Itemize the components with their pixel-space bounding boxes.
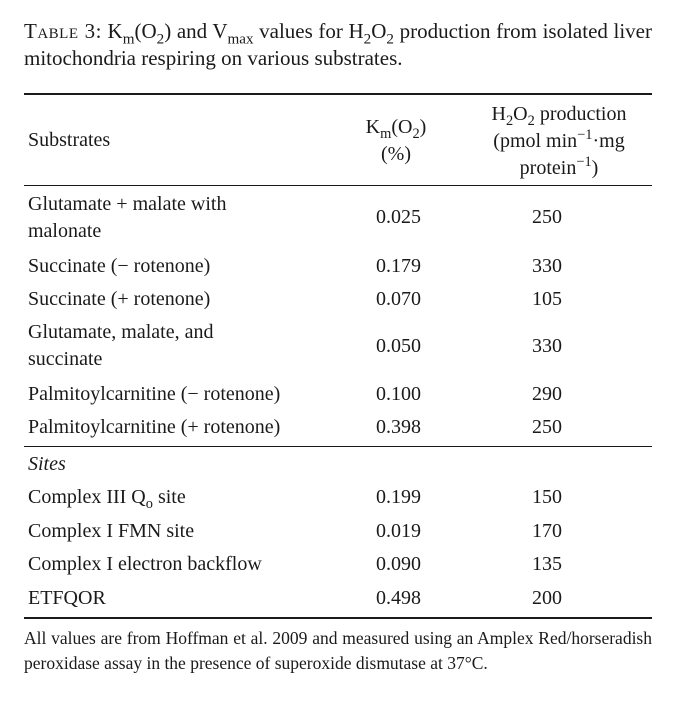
header-h2-h: H bbox=[491, 103, 506, 125]
table-caption bbox=[24, 18, 652, 72]
site-h2o2: 150 bbox=[532, 486, 562, 508]
site-h2o2: 170 bbox=[532, 520, 562, 542]
row-substrate: Succinate (− rotenone) bbox=[28, 255, 211, 277]
header-km-k: K bbox=[365, 116, 381, 138]
caption-o2: (O bbox=[134, 19, 157, 43]
row-h2o2: 330 bbox=[532, 255, 562, 277]
site-km: 0.090 bbox=[376, 553, 421, 575]
header-km-o: (O bbox=[391, 116, 413, 138]
row-h2o2: 290 bbox=[532, 383, 562, 405]
row-substrate: Glutamate + malate with bbox=[28, 193, 227, 215]
row-km: 0.398 bbox=[376, 416, 421, 438]
row-km: 0.070 bbox=[376, 288, 421, 310]
table-bottom-rule bbox=[24, 617, 652, 619]
header-km-m: m bbox=[380, 126, 392, 143]
caption-o-sub: 2 bbox=[386, 31, 394, 48]
site-h2o2: 200 bbox=[532, 587, 562, 609]
header-km-close: ) bbox=[419, 116, 427, 138]
header-h2-2a: 2 bbox=[505, 113, 514, 130]
header-h2-mg: ·mg bbox=[592, 130, 625, 152]
sites-section-label: Sites bbox=[28, 453, 66, 475]
caption-km-sub: m bbox=[122, 31, 135, 48]
sites-rule bbox=[24, 446, 652, 447]
row-substrate-cont: succinate bbox=[28, 348, 103, 370]
header-h2-production: production bbox=[534, 103, 627, 125]
table-label: Table 3: bbox=[24, 19, 102, 43]
header-km-unit: (%) bbox=[381, 143, 411, 165]
row-h2o2: 105 bbox=[532, 288, 562, 310]
header-h2o2-line1 bbox=[466, 101, 652, 128]
caption-km: K bbox=[107, 19, 123, 43]
site-h2o2: 135 bbox=[532, 553, 562, 575]
site-name-post: site bbox=[152, 486, 186, 508]
caption-o2-sub: 2 bbox=[156, 31, 165, 48]
header-h2-close: ) bbox=[591, 157, 599, 179]
row-h2o2: 250 bbox=[532, 206, 562, 228]
caption-h2-sub: 2 bbox=[363, 31, 372, 48]
header-km-line1 bbox=[352, 114, 440, 141]
caption-o: O bbox=[371, 19, 387, 43]
header-km-2: 2 bbox=[412, 126, 420, 143]
header-h2-pmol: (pmol min bbox=[493, 130, 578, 152]
table-top-rule bbox=[24, 93, 652, 95]
header-h2o2-line3 bbox=[466, 155, 652, 182]
row-km: 0.100 bbox=[376, 383, 421, 405]
row-substrate: Succinate (+ rotenone) bbox=[28, 288, 211, 310]
site-name: Complex I FMN site bbox=[28, 520, 195, 542]
site-km: 0.019 bbox=[376, 520, 421, 542]
site-name: Complex I electron backflow bbox=[28, 553, 262, 575]
row-substrate-cont: malonate bbox=[28, 220, 102, 242]
caption-vmax-sub: max bbox=[227, 31, 254, 48]
header-h2-sup1: −1 bbox=[577, 127, 593, 144]
header-h2-2b: 2 bbox=[527, 113, 535, 130]
header-h2-o: O bbox=[513, 103, 528, 125]
row-substrate: Glutamate, malate, and bbox=[28, 321, 214, 343]
header-h2-sup2: −1 bbox=[576, 154, 592, 171]
site-km: 0.498 bbox=[376, 587, 421, 609]
row-substrate: Palmitoylcarnitine (+ rotenone) bbox=[28, 416, 281, 438]
site-name-pre: Complex III Q bbox=[28, 486, 146, 508]
site-km: 0.199 bbox=[376, 486, 421, 508]
site-name: ETFQOR bbox=[28, 587, 106, 609]
caption-rest: production from isolated liver mitochondria respiring on various substrates. bbox=[24, 19, 652, 70]
caption-and: ) and V bbox=[164, 19, 228, 43]
header-rule bbox=[24, 185, 652, 186]
row-km: 0.050 bbox=[376, 335, 421, 357]
header-substrates: Substrates bbox=[28, 129, 111, 151]
header-h2o2 bbox=[466, 101, 652, 182]
row-km: 0.025 bbox=[376, 206, 421, 228]
row-substrate: Palmitoylcarnitine (− rotenone) bbox=[28, 383, 281, 405]
row-h2o2: 330 bbox=[532, 335, 562, 357]
caption-values-for: values for H bbox=[253, 19, 364, 43]
header-km bbox=[352, 114, 440, 168]
row-km: 0.179 bbox=[376, 255, 421, 277]
header-h2-protein: protein bbox=[519, 157, 577, 179]
row-h2o2: 250 bbox=[532, 416, 562, 438]
site-name bbox=[28, 484, 186, 513]
header-h2o2-line2 bbox=[466, 128, 652, 155]
table-footnote: All values are from Hoffman et al. 2009 and measured using an Amplex Red/horseradish peroxidase assay in the presence of superoxide dismutase at 37°C. bbox=[24, 628, 652, 673]
site-name-sub: o bbox=[145, 496, 153, 513]
